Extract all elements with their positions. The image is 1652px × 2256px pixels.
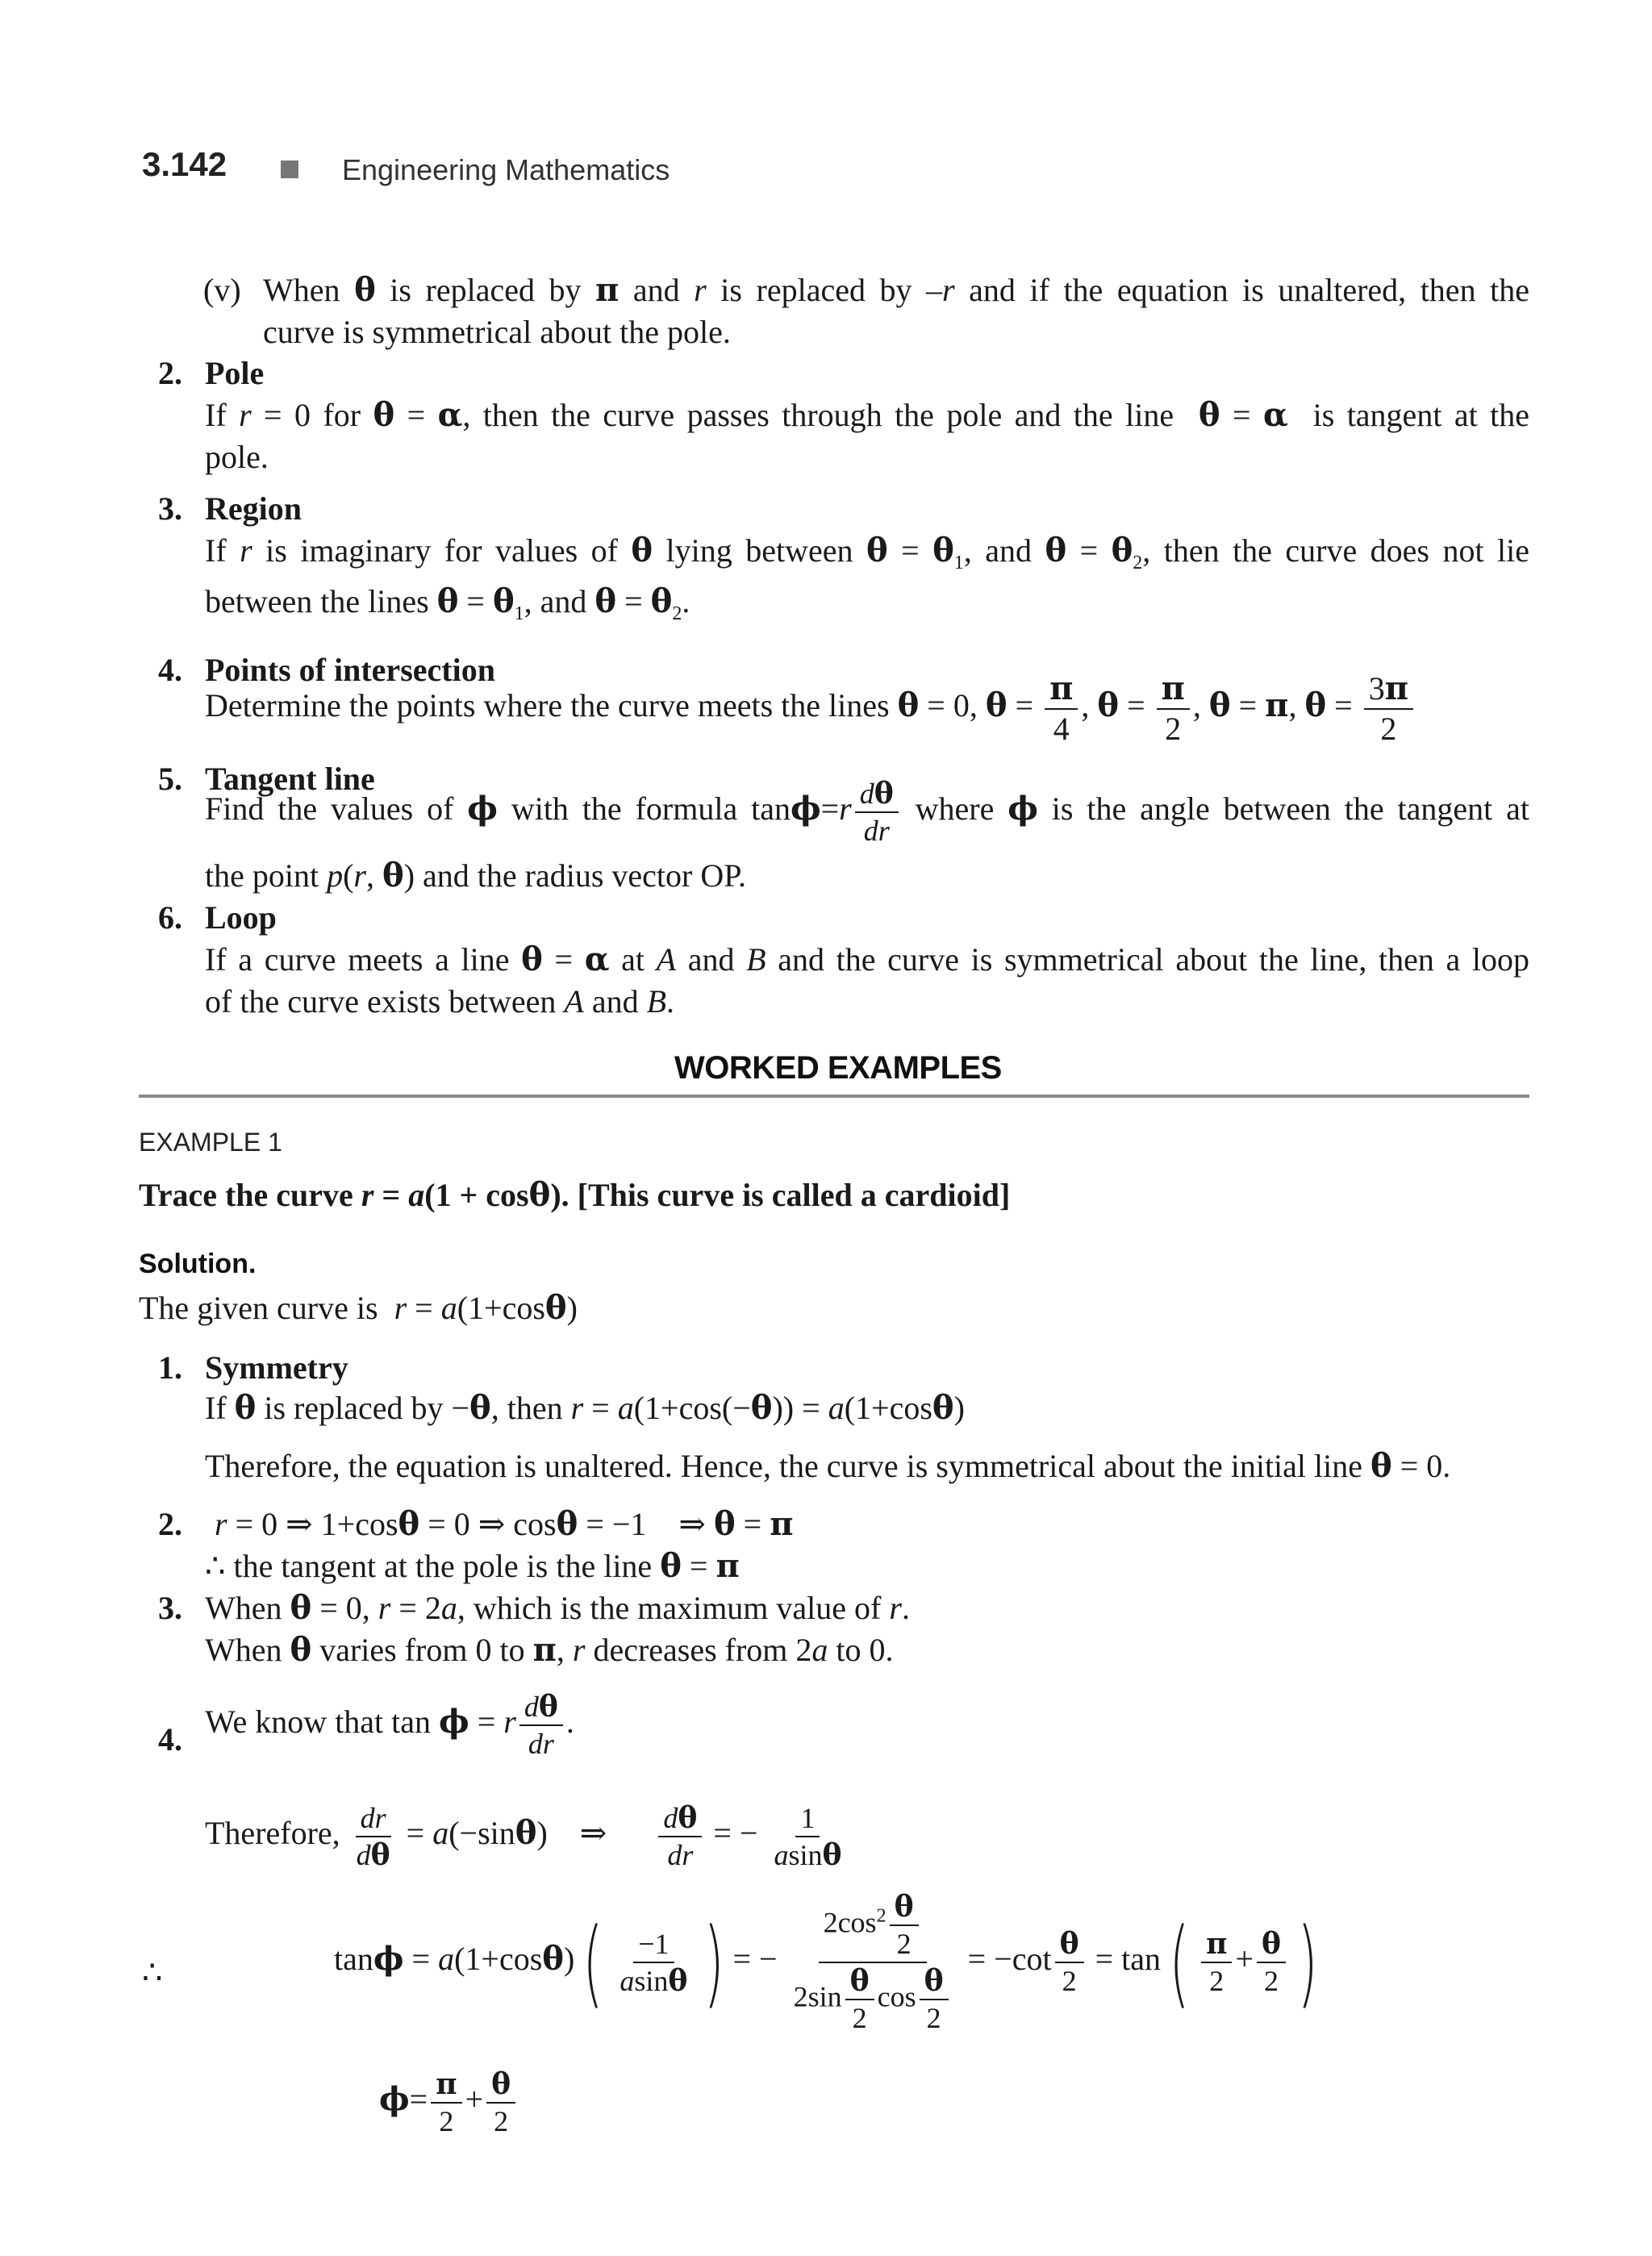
- poi-title: Points of intersection: [205, 652, 495, 688]
- solution-label: Solution.: [139, 1249, 257, 1279]
- step3-line1: When θ = 0, r = 2a, which is the maximum value of r.: [205, 1589, 910, 1627]
- given-curve: The given curve is r = a(1+cosθ): [139, 1289, 578, 1327]
- loop-title: Loop: [205, 899, 277, 936]
- pole-line1: If r = 0 for θ = α, then the curve passes through the pole and the line θ = α is tangent at the: [205, 396, 1529, 434]
- example-label: EXAMPLE 1: [139, 1128, 282, 1157]
- pole-number: 2.: [158, 355, 182, 391]
- worked-examples-heading: WORKED EXAMPLES: [674, 1050, 1002, 1086]
- tangent-title: Tangent line: [205, 761, 375, 797]
- item-v-line1: When θ is replaced by π and r is replaced by –r and if the equation is unaltered, then the: [263, 271, 1529, 309]
- step1-title: Symmetry: [205, 1349, 348, 1386]
- heading-rule: [139, 1095, 1529, 1098]
- step4-line4: ϕ= $\frac{\pi}{2}$ + $\frac{\theta}{2}$: [379, 2070, 519, 2136]
- step1-line1: If θ is replaced by −θ, then r = a(1+cos(−θ)) = a(1+cosθ): [205, 1389, 965, 1427]
- book-title: Engineering Mathematics: [342, 153, 670, 186]
- step1-number: 1.: [158, 1349, 182, 1386]
- tangent-line2: the point p(r, θ) and the radius vector OP.: [205, 857, 747, 894]
- step4-line2: Therefore, $\frac{dr}{d\theta}$ = a(−sinθ) ⇒ $\frac{d\theta}{dr}$ = − $\frac{1}{asin\theta}$: [205, 1801, 842, 1872]
- tangent-number: 5.: [158, 761, 182, 797]
- item-v-label: (v): [203, 272, 241, 308]
- step2-line1: r = 0 ⇒ 1+cosθ = 0 ⇒ cosθ = −1 ⇒ θ = π: [215, 1505, 794, 1543]
- step2-line2: ∴ the tangent at the pole is the line θ = π: [205, 1547, 740, 1585]
- step3-line2: When θ varies from 0 to π, r decreases from 2a to 0.: [205, 1631, 894, 1669]
- step3-number: 3.: [158, 1590, 182, 1626]
- tangent-line1: Find the values of ϕ with the formula tanϕ=r $\frac{d\theta}{dr}$ where ϕ is the angle between the tangent at: [205, 777, 1530, 847]
- region-title: Region: [205, 490, 302, 527]
- example-problem: Trace the curve r = a(1 + cosθ). [This curve is called a cardioid]: [139, 1176, 1011, 1214]
- pole-title: Pole: [205, 355, 265, 391]
- step1-line2: Therefore, the equation is unaltered. Hence, the curve is symmetrical about the initial line θ = 0.: [205, 1447, 1451, 1485]
- loop-line1: If a curve meets a line θ = α at A and B and the curve is symmetrical about the line, then a loop: [205, 940, 1530, 978]
- page-number: 3.142: [142, 145, 227, 183]
- header-square-icon: [281, 161, 298, 178]
- step4-number: 4.: [158, 1721, 182, 1758]
- step4-line3: tanϕ = a(1+cosθ)( $\frac{-1}{asin\theta}$ ) = − $2\cos^2$ $\frac{\theta}{2}$ 2sin $\frac{\theta}{2}$ cos $\frac{\theta}{2}$ = −cot $\frac{\theta}{2}$ = tan( $\frac{\pi}{2}$ + $\frac{\theta}{2}$ ): [334, 1890, 1318, 2034]
- region-line1: If r is imaginary for values of θ lying between $\theta = \theta_1$, and $\theta = \theta_2$, then the curve does not lie: [205, 532, 1529, 573]
- pole-line2: pole.: [205, 439, 269, 475]
- item-v-line2: curve is symmetrical about the pole.: [263, 314, 731, 350]
- loop-number: 6.: [158, 899, 182, 936]
- step2-number: 2.: [158, 1506, 182, 1542]
- poi-number: 4.: [158, 652, 182, 688]
- step4-line1: We know that tan ϕ = r $\frac{d\theta}{dr}$ .: [205, 1690, 574, 1760]
- poi-line1: Determine the points where the curve meets the lines θ = 0, θ = $\frac{\pi}{4}$ , θ = $\frac{\pi}{2}$ , θ = π, θ = $\frac{3\pi}{2}$: [205, 673, 1416, 745]
- region-number: 3.: [158, 490, 182, 527]
- therefore-symbol: ∴: [142, 1954, 163, 1991]
- region-line2: between the lines $\theta = \theta_1$, and $\theta = \theta_2$.: [205, 582, 690, 624]
- loop-line2: of the curve exists between A and B.: [205, 983, 675, 1020]
